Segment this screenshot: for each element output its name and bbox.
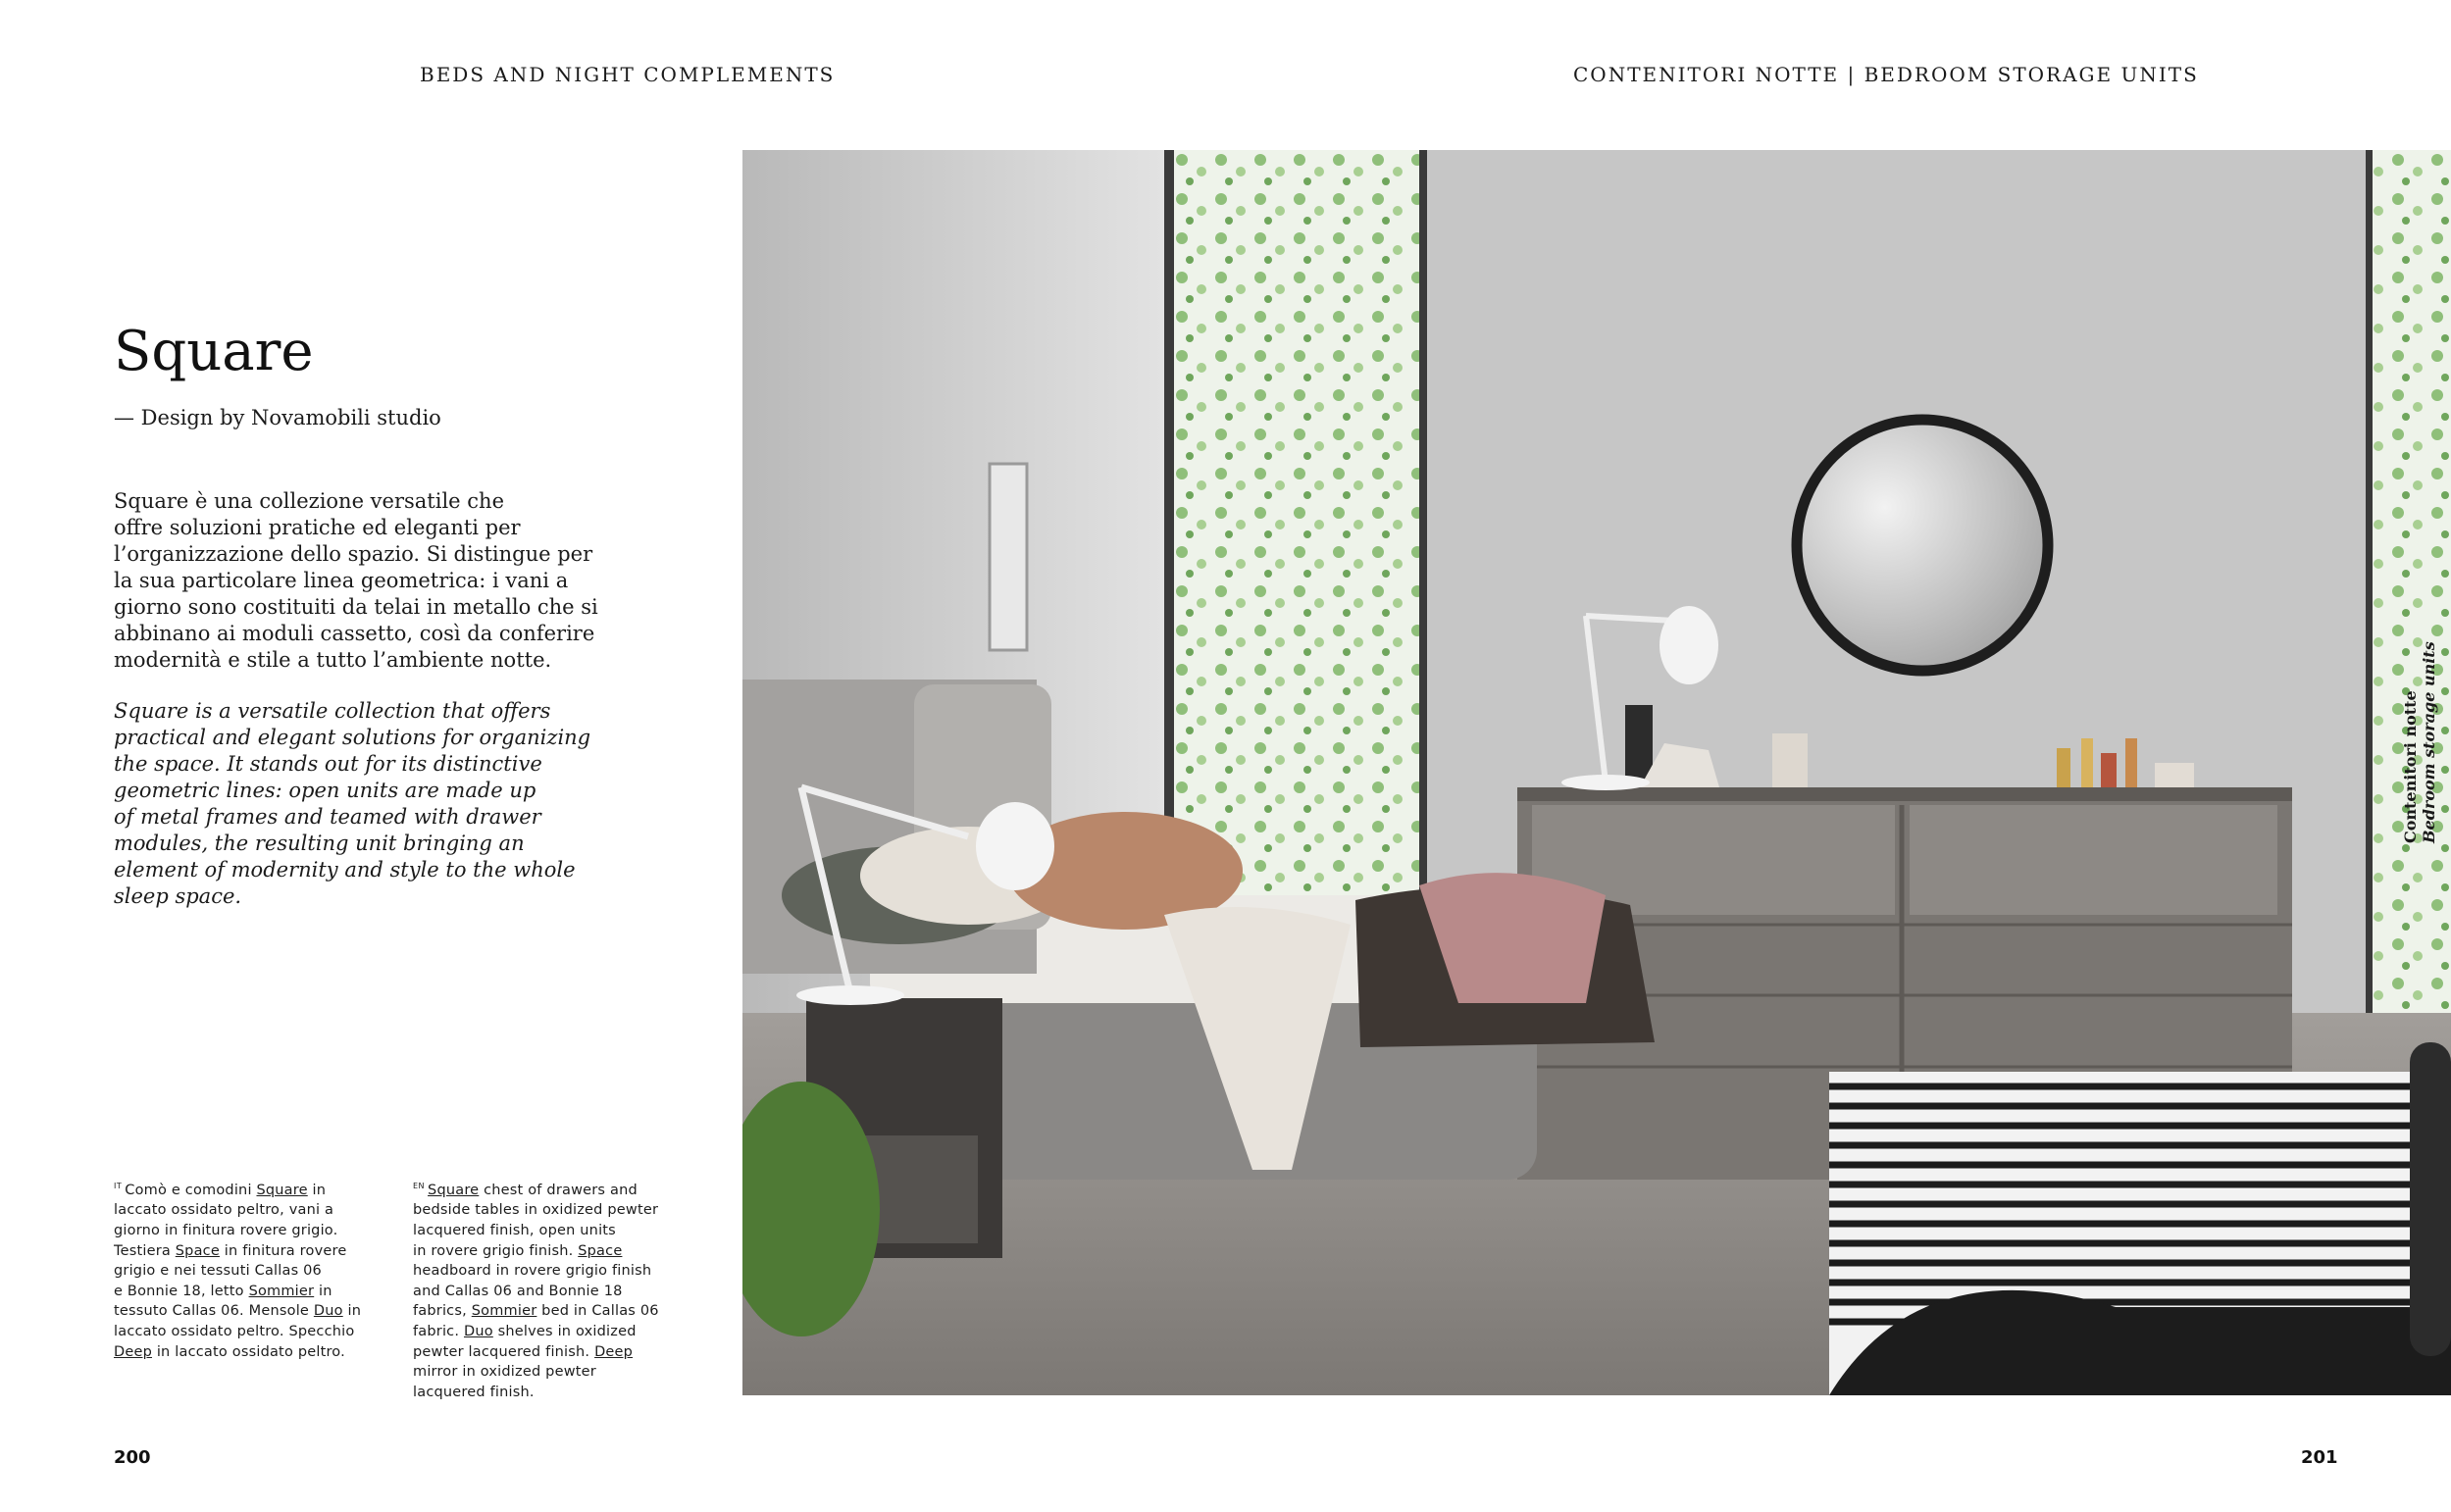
language-marker: IT (114, 1182, 123, 1190)
caption-text: giorno in finitura rovere grigio. (114, 1223, 338, 1239)
product-subtitle: — Design by Novamobili studio (114, 406, 441, 429)
text-line: Square is a versatile collection that offers (114, 699, 551, 723)
text-line: of metal frames and teamed with drawer (114, 805, 541, 829)
caption-text: chest of drawers and (479, 1182, 638, 1198)
text-line: geometric lines: open units are made up (114, 779, 536, 802)
page-number-right: 201 (2301, 1447, 2338, 1468)
text-line: the space. It stands out for its distinctive (114, 752, 542, 776)
caption-text: fabrics, (413, 1303, 472, 1320)
product-name: Square (428, 1182, 480, 1198)
product-name: Space (175, 1242, 220, 1259)
text-line: Square è una collezione versatile che (114, 489, 504, 513)
caption-text: in (307, 1182, 327, 1198)
product-name: Sommier (471, 1303, 537, 1320)
caption-text: in (342, 1303, 362, 1320)
caption-text: in laccato ossidato peltro. (152, 1343, 345, 1360)
caption-text: laccato ossidato peltro, vani a (114, 1202, 334, 1219)
text-line: modernità e stile a tutto l’ambiente notte. (114, 648, 552, 672)
caption-text: headboard in rovere grigio finish (413, 1263, 652, 1280)
caption-english (413, 1177, 697, 1402)
product-name: Deep (114, 1343, 153, 1360)
caption-italian (114, 1177, 393, 1362)
text-line: element of modernity and style to the whole (114, 858, 576, 882)
text-line: practical and elegant solutions for organizing (114, 726, 591, 749)
window-left (1164, 150, 1424, 915)
caption-text: in rovere grigio finish. (413, 1242, 579, 1259)
running-header-left: BEDS AND NIGHT COMPLEMENTS (420, 63, 836, 86)
description-english (114, 698, 624, 910)
text-line: l’organizzazione dello spazio. Si distingue per (114, 542, 593, 566)
side-section-label (2401, 641, 2438, 843)
caption-text: lacquered finish. (413, 1384, 535, 1400)
caption-text: Comò e comodini (125, 1182, 257, 1198)
side-label-italian: Contenitori notte (2401, 690, 2420, 843)
caption-text: in finitura rovere (219, 1242, 347, 1259)
caption-text: grigio e nei tessuti Callas 06 (114, 1263, 322, 1280)
text-line: offre soluzioni pratiche ed eleganti per (114, 516, 521, 539)
round-mirror (1797, 420, 2048, 671)
caption-text: bed in Callas 06 (536, 1303, 659, 1320)
caption-text: tessuto Callas 06. Mensole (114, 1303, 314, 1320)
product-name: Deep (594, 1343, 634, 1360)
text-line: giorno sono costituiti da telai in metallo che si (114, 595, 598, 619)
caption-text: bedside tables in oxidized pewter (413, 1202, 659, 1219)
language-marker: EN (413, 1182, 426, 1190)
text-line: modules, the resulting unit bringing an (114, 832, 525, 855)
caption-text: Testiera (114, 1242, 176, 1259)
caption-text: pewter lacquered finish. (413, 1343, 595, 1360)
caption-text: in (314, 1283, 332, 1299)
running-header-right: CONTENITORI NOTTE | BEDROOM STORAGE UNITS (1573, 63, 2199, 86)
product-title: Square (114, 320, 314, 383)
caption-text: laccato ossidato peltro. Specchio (114, 1323, 355, 1339)
product-name: Space (578, 1242, 623, 1259)
striped-rug (1829, 1072, 2451, 1395)
caption-text: lacquered finish, open units (413, 1223, 616, 1239)
product-name: Duo (463, 1323, 493, 1339)
text-line: la sua particolare linea geometrica: i vani a (114, 569, 569, 592)
product-name: Square (256, 1182, 308, 1198)
page-number-left: 200 (114, 1447, 151, 1468)
description-italian (114, 488, 624, 674)
side-label-english: Bedroom storage units (2420, 641, 2438, 843)
text-line: sleep space. (114, 884, 242, 908)
bedroom-photo (742, 150, 2451, 1395)
caption-text: mirror in oxidized pewter (413, 1364, 596, 1381)
product-name: Duo (313, 1303, 343, 1320)
caption-text: e Bonnie 18, letto (114, 1283, 249, 1299)
caption-text: shelves in oxidized (492, 1323, 637, 1339)
text-line: abbinano ai moduli cassetto, così da conferire (114, 622, 595, 645)
window-right (2371, 150, 2451, 1013)
caption-text: fabric. (413, 1323, 464, 1339)
product-name: Sommier (248, 1283, 315, 1299)
caption-text: and Callas 06 and Bonnie 18 (413, 1283, 623, 1299)
